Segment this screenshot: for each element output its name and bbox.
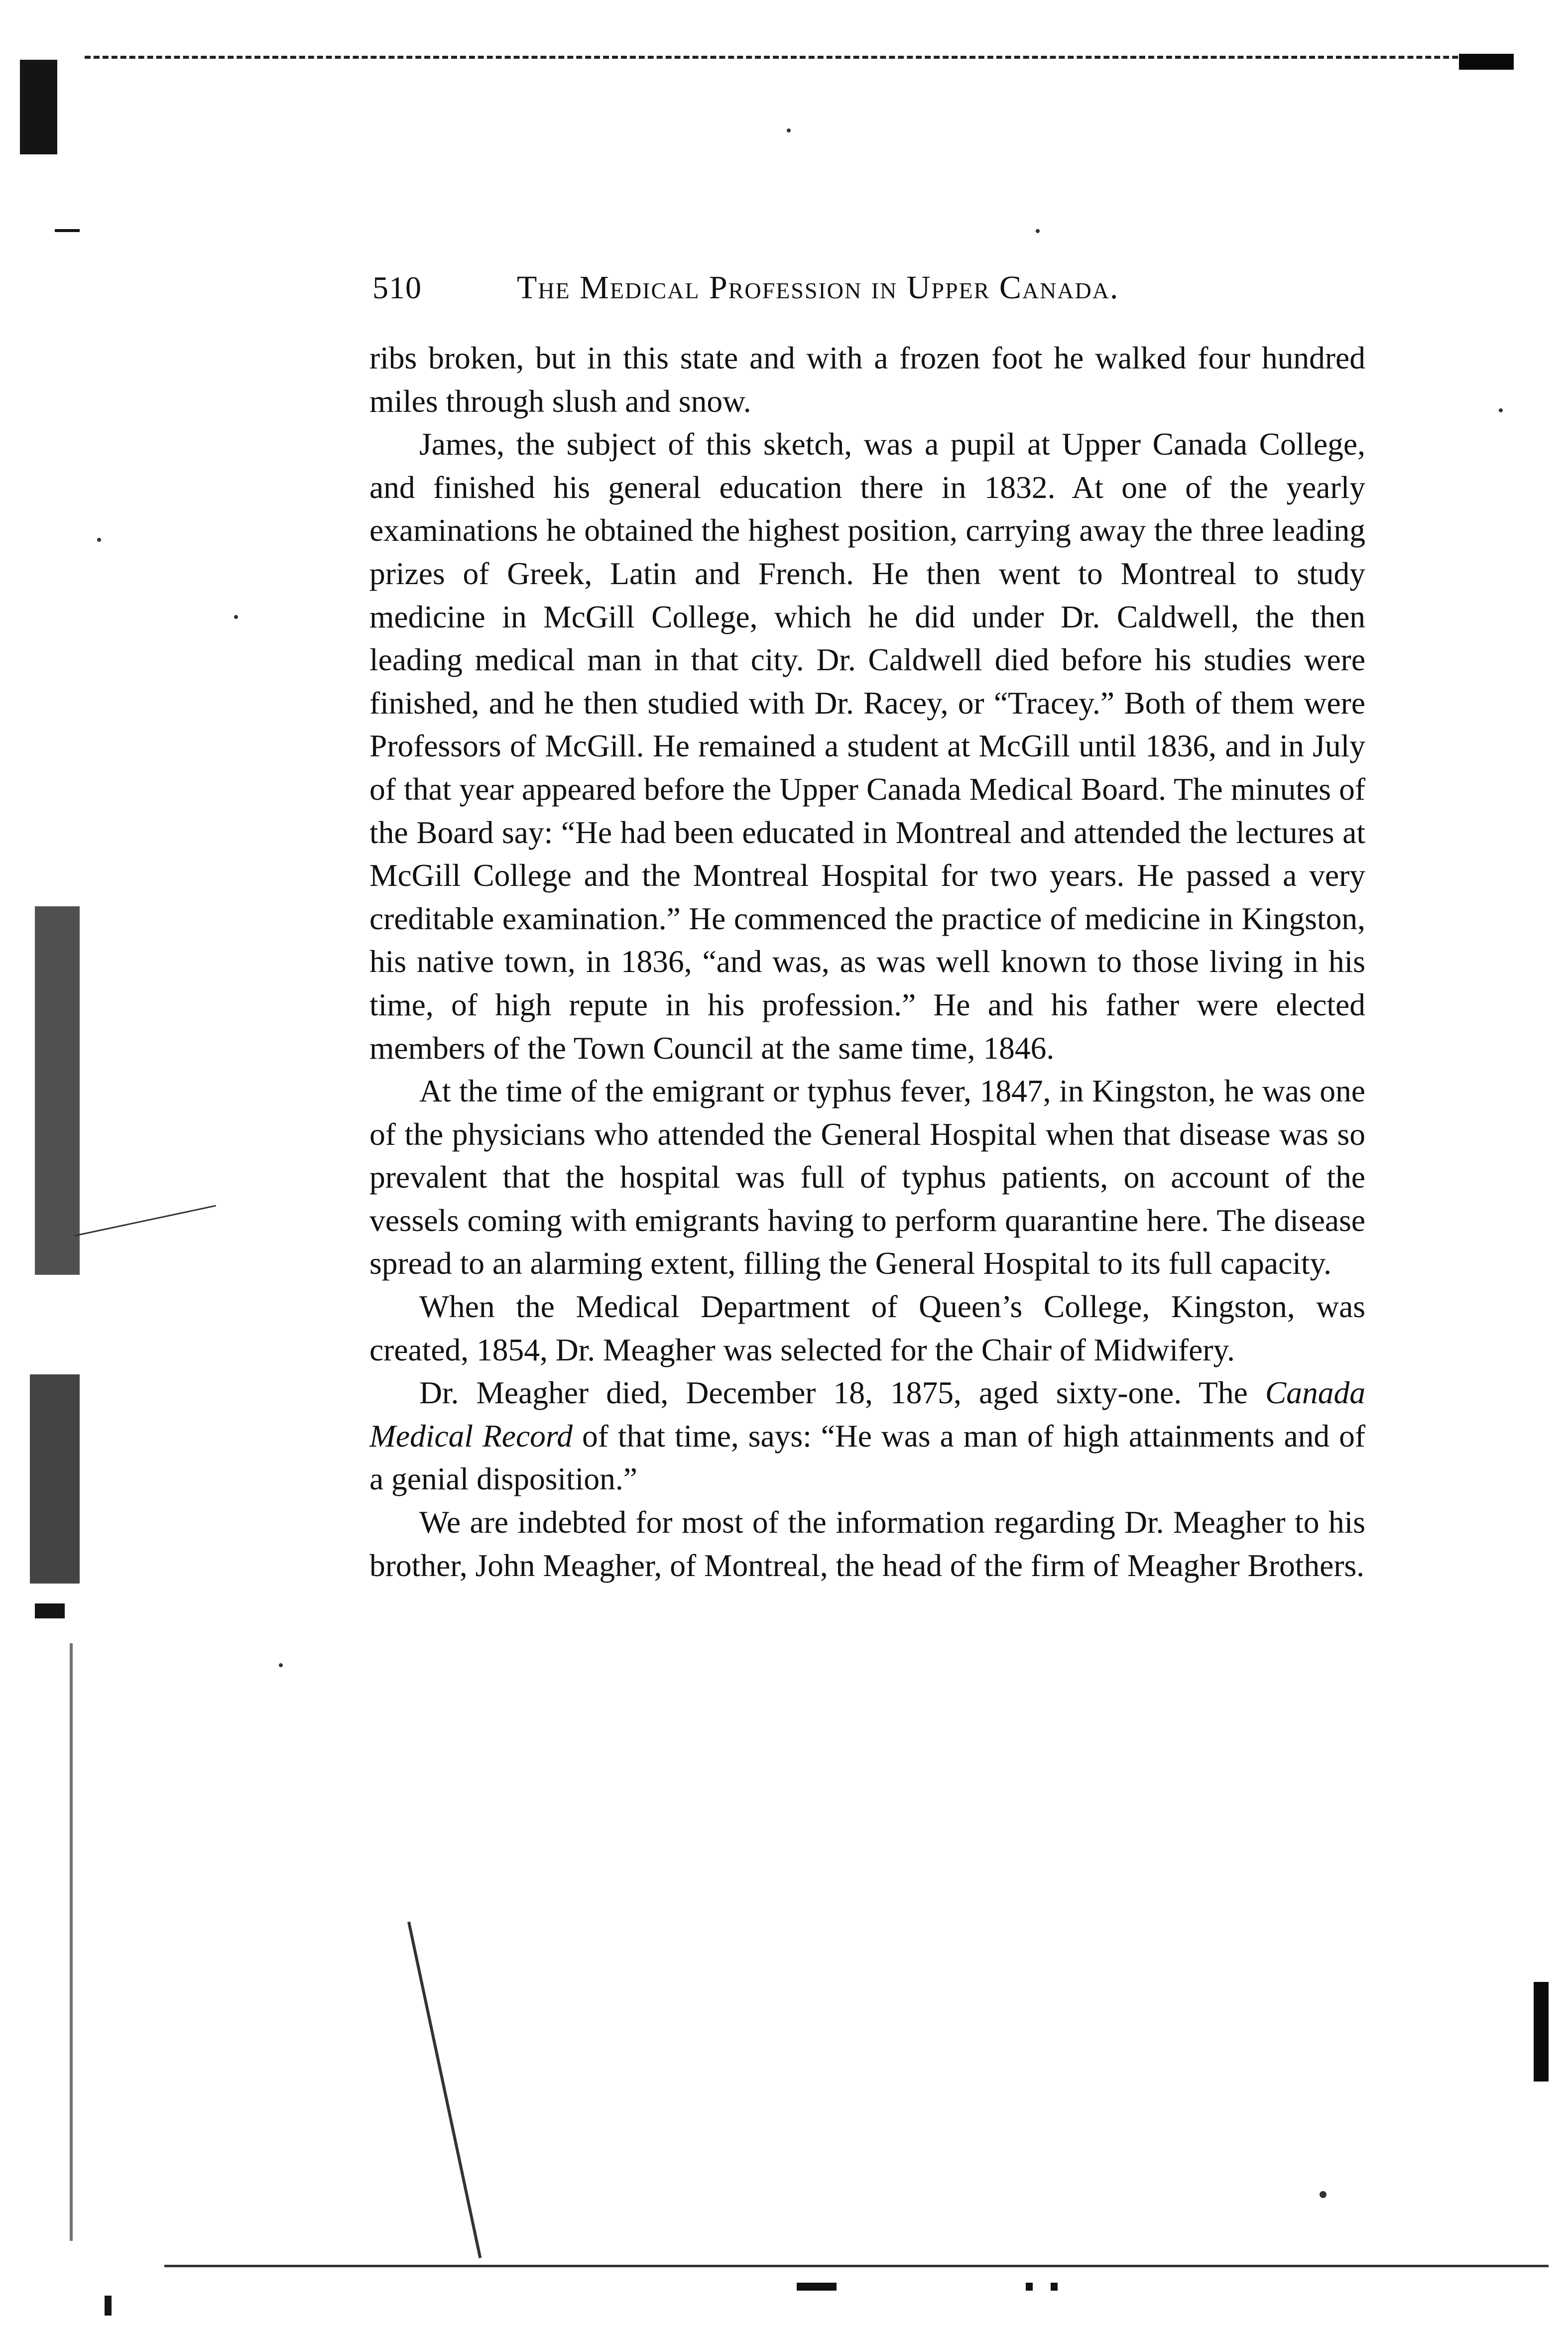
paragraph [369, 423, 1365, 1070]
body-text [369, 337, 1365, 1587]
scan-bottom-mark [1051, 2283, 1058, 2291]
paragraph [369, 1285, 1365, 1371]
scan-bottom-mark [797, 2283, 837, 2291]
scan-left-block [30, 1374, 80, 1584]
scan-speck [1320, 2191, 1327, 2198]
paragraph-text: James, the subject of this sketch, was a pupil at Upper Canada College, and finished his general education there in 1832. At one of the yearly examinations he obtained the highest position, carrying away the three leading prizes of Greek, Latin and French. He then went to Montreal to study medicine in McGill College, which he did under Dr. Caldwell, the then leading medical man in that city. Dr. Caldwell died before his studies were finished, and he then studied with Dr. Racey, or “Tracey.” Both of them were Professors of McGill. He remained a student at McGill until 1836, and in July of that year appeared before the Upper Canada Medical Board. The minutes of the Board say: “He had been educated in Montreal and attended the lectures at McGill College and the Montreal Hospital for two years. He passed a very creditable examination.” He commenced the practice of medicine in Kingston, his native town, in 1836, “and was, as was well known to those living in his time, of high repute in his profession.” He and his father were elected members of the Town Council at the same time, 1846. [369, 426, 1365, 1066]
paragraph [369, 337, 1365, 423]
scan-speck [234, 615, 238, 619]
paragraph-text: ribs broken, but in this state and with a frozen foot he walked four hundred miles through slush and snow. [369, 340, 1365, 419]
scan-left-block [55, 229, 80, 232]
paragraph [369, 1070, 1365, 1285]
scan-top-rule [85, 56, 1494, 59]
paragraph [369, 1371, 1365, 1501]
scan-stray-line [407, 1922, 482, 2258]
scan-left-block [20, 60, 57, 154]
scan-left-block [70, 1643, 73, 2241]
paragraph-text: Dr. Meagher died, December 18, 1875, aged sixty-one. The [419, 1375, 1265, 1411]
scan-top-right-mark [1459, 54, 1514, 70]
running-head [372, 269, 1259, 314]
scan-speck [1036, 229, 1040, 233]
scan-speck [787, 128, 791, 132]
page-number: 510 [372, 270, 422, 305]
scan-margin-line [75, 1205, 216, 1236]
running-title: The Medical Profession in Upper Canada. [517, 269, 1119, 306]
scan-left-block [35, 1603, 65, 1618]
scan-speck [97, 538, 101, 542]
scan-bottom-mark [1026, 2283, 1033, 2291]
scan-left-block [35, 906, 80, 1275]
scan-left-block [105, 2296, 112, 2316]
scan-bottom-rule [164, 2265, 1549, 2267]
scan-speck [1499, 408, 1503, 412]
scan-right-mark [1534, 1982, 1549, 2082]
paragraph-text: We are indebted for most of the information regarding Dr. Meagher to his brother, John Meagher, of Montreal, the head of the firm of Meagher Brothers. [369, 1504, 1365, 1583]
paragraph-text: At the time of the emigrant or typhus fever, 1847, in Kingston, he was one of the physicians who attended the General Hospital when that disease was so prevalent that the hospital was full of typhus patients, on account of the vessels coming with emigrants having to perform quarantine here. The disease spread to an alarming extent, filling the General Hospital to its full capacity. [369, 1073, 1365, 1281]
paragraph [369, 1501, 1365, 1587]
scan-speck [279, 1663, 283, 1667]
paragraph-text: of that time, says: “He was a man of high attainments and of a genial disposition.” [369, 1418, 1366, 1497]
paragraph-text: When the Medical Department of Queen’s College, Kingston, was created, 1854, Dr. Meagher was selected for the Chair of Midwifery. [369, 1289, 1365, 1367]
italic-text: Canada Medical Record [369, 1375, 1365, 1454]
